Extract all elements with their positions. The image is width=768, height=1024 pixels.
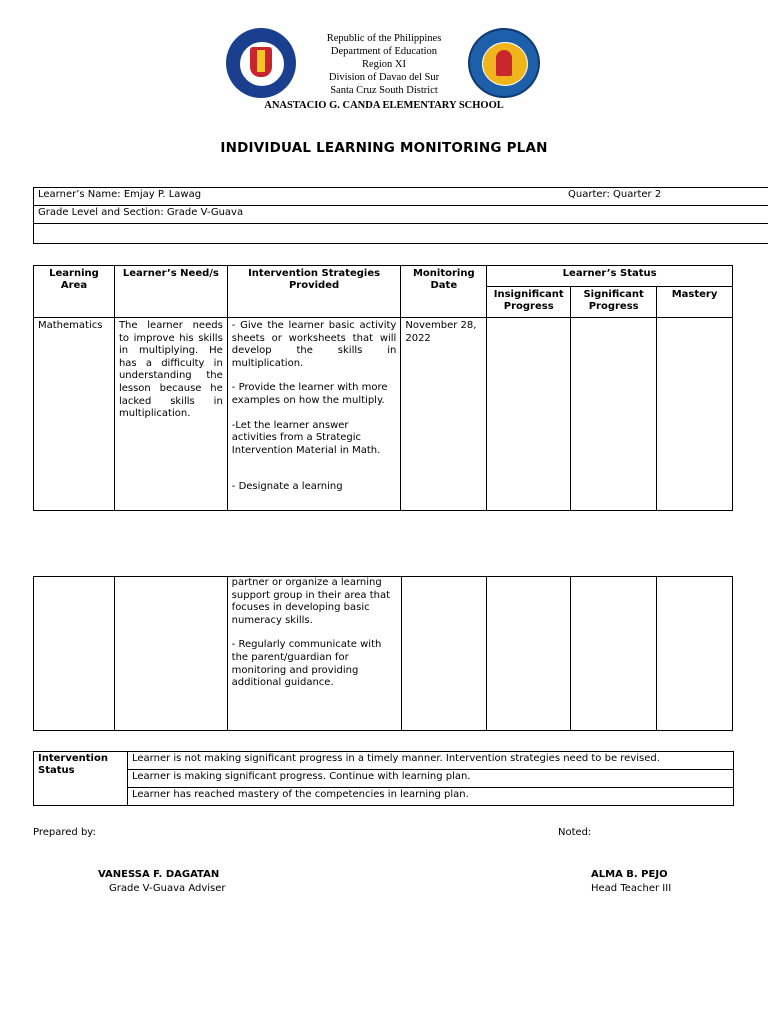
noted-label: Noted: <box>558 827 592 838</box>
empty-cell <box>657 577 733 731</box>
noter-name: ALMA B. PEJO <box>591 869 668 880</box>
strategy-item: - Designate a learning <box>231 481 343 493</box>
empty-cell <box>401 577 487 731</box>
empty-cell <box>487 577 571 731</box>
letterhead-line: Republic of the Philippines <box>326 33 442 44</box>
learner-needs-cell: The learner needs to improve his skills in multiplying. He has a difficulty in understanding the lesson because he lacked skills in multiplication. <box>114 318 227 511</box>
strategies-cell-continued <box>227 577 401 731</box>
header-learning-area: Learning Area <box>34 266 115 318</box>
document-title: INDIVIDUAL LEARNING MONITORING PLAN <box>220 140 548 156</box>
learning-area-cell: Mathematics <box>34 318 115 511</box>
strategy-item: - Regularly communicate with the parent/guardian for monitoring and providing additional guidance. <box>231 639 382 689</box>
header-strategies: Intervention Strategies Provided <box>227 266 401 318</box>
strategy-item: partner or organize a learning support group in their area that focuses in developing basic numeracy skills. <box>231 577 391 626</box>
monitoring-date-cell: November 28, 2022 <box>401 318 487 511</box>
strategy-item: - Give the learner basic activity sheets or worksheets that will develop the skills in multiplication. <box>231 320 397 369</box>
header-insignificant: Insignificant Progress <box>487 287 571 318</box>
mastery-cell <box>657 318 733 511</box>
header-significant: Significant Progress <box>571 287 657 318</box>
intervention-status-label: Intervention Status <box>34 752 128 806</box>
insignificant-cell <box>487 318 571 511</box>
header-learners-status: Learner’s Status <box>487 266 733 287</box>
status-item: Learner is not making significant progress in a timely manner. Intervention strategies need to be revised. <box>128 752 734 770</box>
empty-cell <box>114 577 227 731</box>
strategies-cell <box>227 318 401 511</box>
header-monitoring-date: Monitoring Date <box>401 266 487 318</box>
prepared-by-label: Prepared by: <box>33 827 96 838</box>
noter-role: Head Teacher III <box>591 883 672 894</box>
significant-cell <box>571 318 657 511</box>
monitoring-table-continued <box>33 576 733 731</box>
learner-info-table <box>33 187 768 244</box>
status-item: Learner is making significant progress. Continue with learning plan. <box>128 770 734 788</box>
learner-name: Learner’s Name: Emjay P. Lawag <box>34 188 565 206</box>
empty-cell <box>34 577 115 731</box>
letterhead-line: Division of Davao del Sur <box>328 72 440 83</box>
status-item: Learner has reached mastery of the competencies in learning plan. <box>128 788 734 806</box>
empty-info-row <box>34 224 768 244</box>
letterhead-line: Santa Cruz South District <box>330 85 438 96</box>
strategy-item: - Provide the learner with more examples on how the multiply. <box>231 382 388 406</box>
intervention-status-table <box>33 751 734 806</box>
letterhead-line: Department of Education <box>330 46 438 57</box>
school-name: ANASTACIO G. CANDA ELEMENTARY SCHOOL <box>264 100 504 111</box>
letterhead <box>0 32 768 97</box>
grade-section: Grade Level and Section: Grade V-Guava <box>34 206 768 224</box>
monitoring-table <box>33 265 733 511</box>
header-needs: Learner’s Need/s <box>114 266 227 318</box>
quarter: Quarter: Quarter 2 <box>564 188 768 206</box>
preparer-role: Grade V-Guava Adviser <box>109 883 226 894</box>
strategy-item: -Let the learner answer activities from a Strategic Intervention Material in Math. <box>231 419 381 456</box>
preparer-name: VANESSA F. DAGATAN <box>98 869 220 880</box>
empty-cell <box>571 577 657 731</box>
header-mastery: Mastery <box>657 287 733 318</box>
letterhead-line: Region XI <box>361 59 407 70</box>
